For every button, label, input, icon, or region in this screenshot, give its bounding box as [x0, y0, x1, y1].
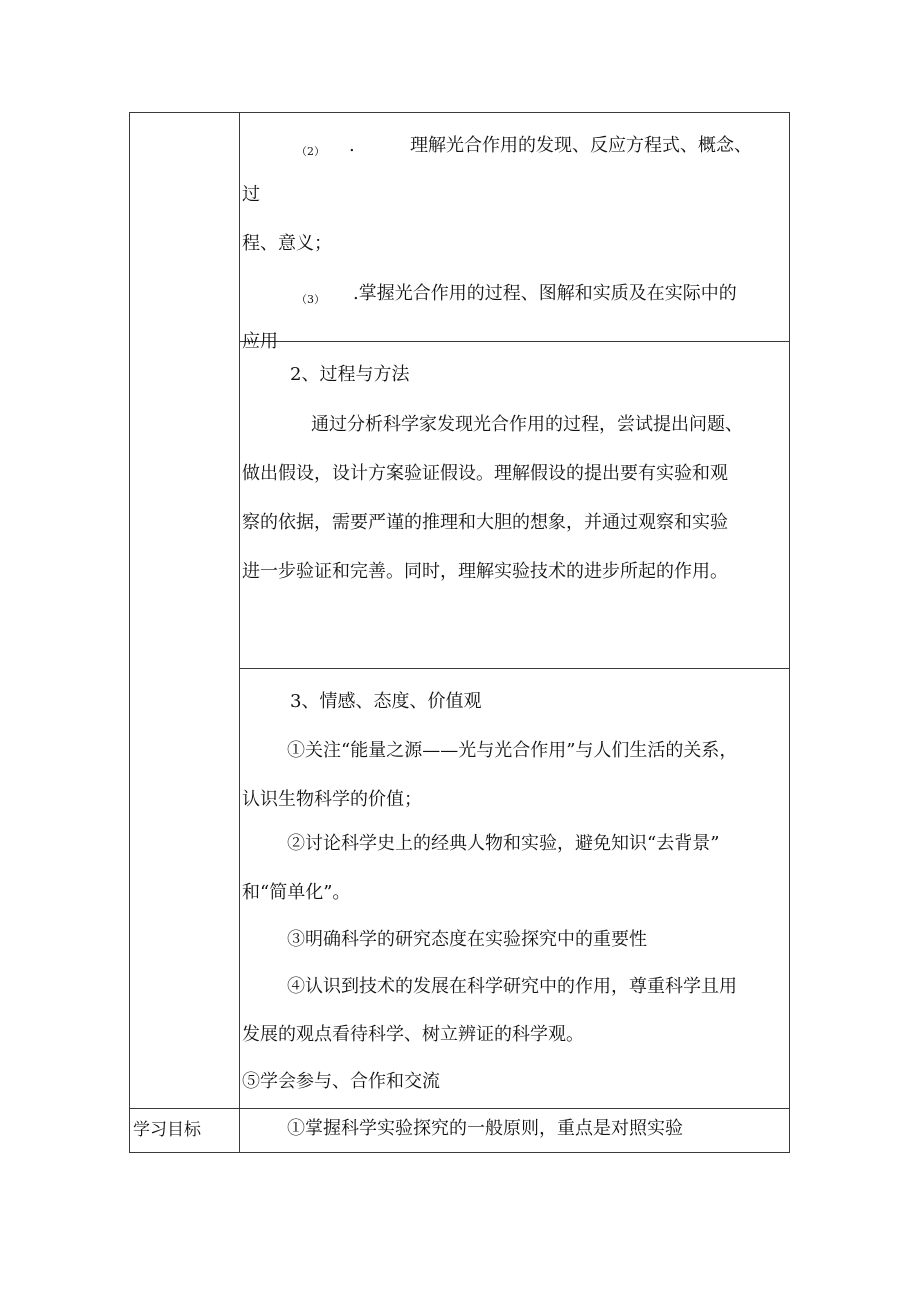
section3-heading: 3、情感、态度、价值观 — [290, 691, 482, 712]
section3-item2-line2: 和“简单化”。 — [242, 882, 351, 903]
row-divider-1 — [239, 341, 790, 342]
table-border-top — [129, 112, 790, 113]
section2-para-line2: 做出假设，设计方案验证假设。理解假设的提出要有实验和观 — [242, 463, 728, 484]
item2-text-line3: 程、意义； — [242, 233, 332, 254]
row-divider-2 — [239, 668, 790, 669]
item3-text-clipped — [240, 322, 789, 352]
section2-heading: 2、过程与方法 — [290, 364, 410, 385]
table-border-left — [129, 112, 130, 1153]
section2-para-line1: 通过分析科学家发现光合作用的过程，尝试提出问题、 — [311, 414, 743, 435]
section3-item4-line2: 发展的观点看待科学、树立辨证的科学观。 — [242, 1024, 584, 1045]
section3-item5: ⑤学会参与、合作和交流 — [242, 1071, 440, 1092]
section2-para-line3: 察的依据，需要严谨的推理和大胆的想象，并通过观察和实验 — [242, 512, 728, 533]
row-divider-3 — [129, 1108, 790, 1109]
item3-number: （3） — [296, 293, 325, 306]
learning-goals-content: ①掌握科学实验探究的一般原则，重点是对照实验 — [287, 1118, 683, 1139]
section3-item3: ③明确科学的研究态度在实验探究中的重要性 — [287, 929, 647, 950]
column-divider — [239, 112, 240, 1153]
section3-item2-line1: ②讨论科学史上的经典人物和实验，避免知识“去背景” — [287, 833, 720, 854]
section3-item1-line1: ①关注“能量之源——光与光合作用”与人们生活的关系， — [287, 740, 738, 761]
section3-item4-line1: ④认识到技术的发展在科学研究中的作用，尊重科学且用 — [287, 976, 737, 997]
item2-dot: . — [349, 135, 355, 156]
item2-text-line1: 理解光合作用的发现、反应方程式、概念、 — [410, 135, 752, 156]
learning-goals-label: 学习目标 — [133, 1120, 201, 1140]
table-border-bottom — [129, 1152, 790, 1153]
section2-para-line4: 进一步验证和完善。同时，理解实验技术的进步所起的作用。 — [242, 561, 728, 582]
item2-text-line2: 过 — [242, 184, 260, 205]
item2-number: （2） — [296, 145, 325, 158]
item3-text-line1: .掌握光合作用的过程、图解和实质及在实际中的 — [353, 283, 737, 304]
item3-text-line2: 应用 — [242, 331, 278, 352]
table-border-right — [789, 112, 790, 1153]
section3-item1-line2: 认识生物科学的价值； — [242, 789, 422, 810]
